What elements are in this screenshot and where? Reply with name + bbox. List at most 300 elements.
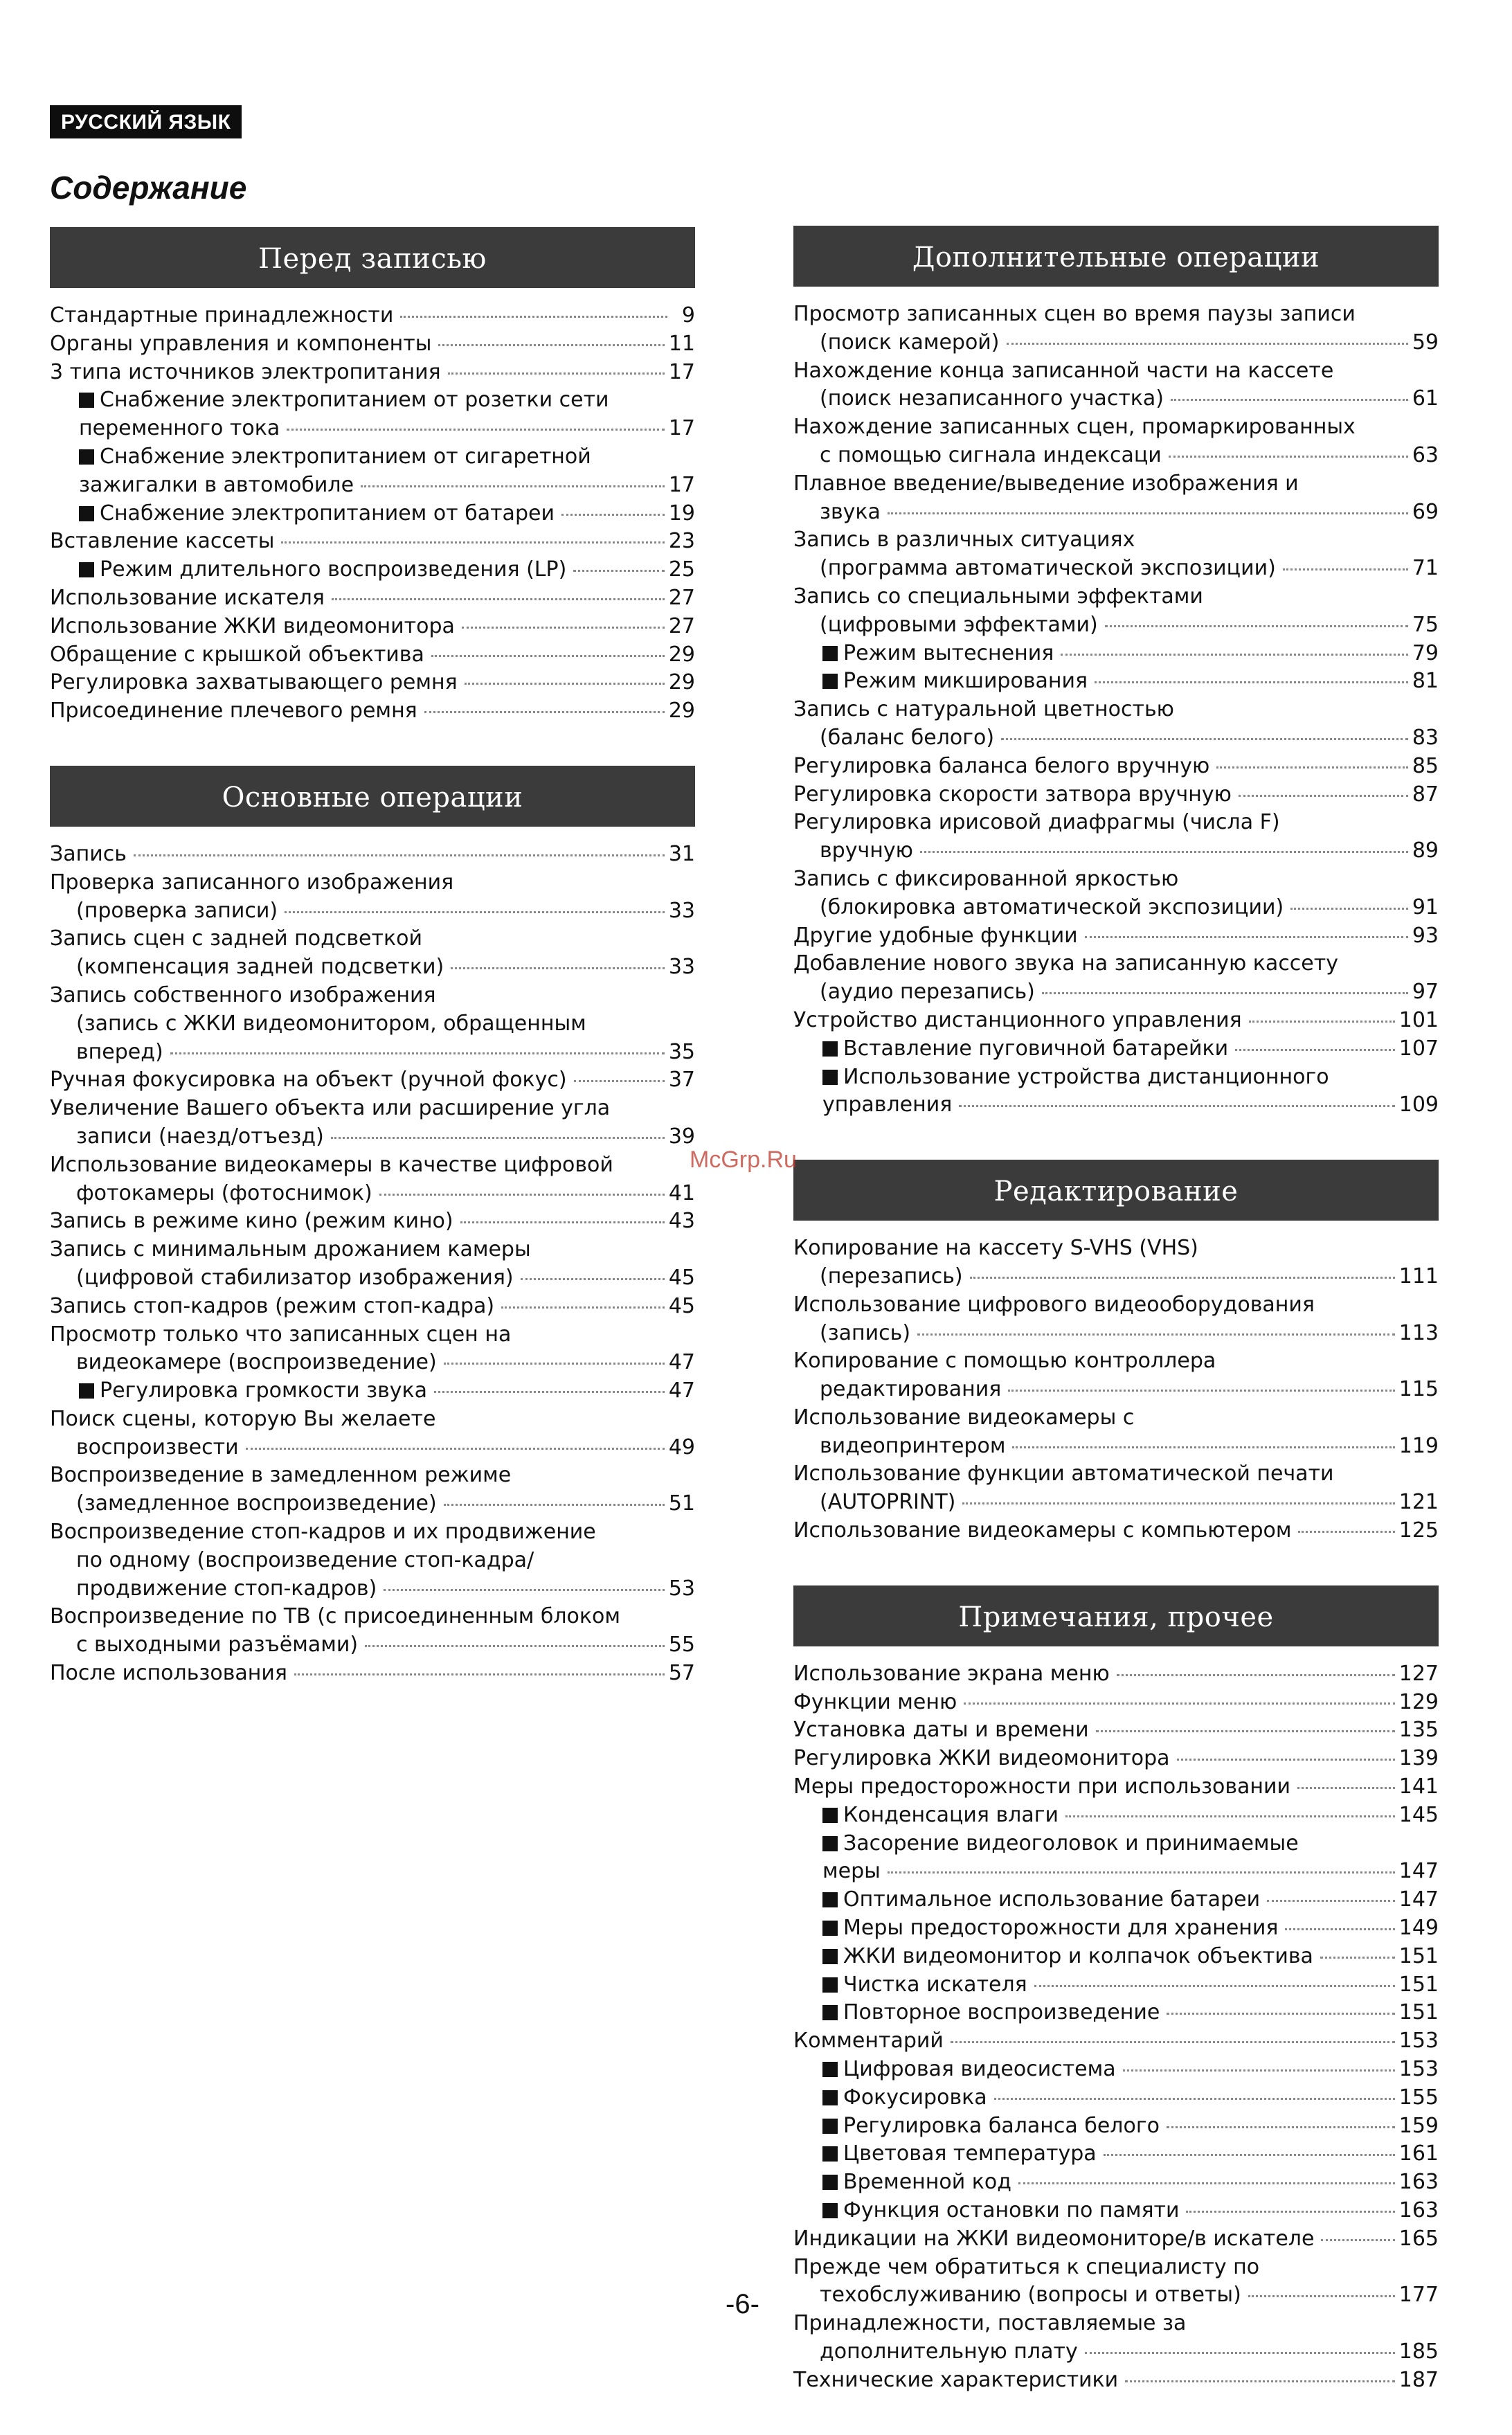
leader-dots — [1239, 795, 1408, 797]
entry-text: 3 типа источников электропитания — [50, 359, 441, 384]
toc-entry[interactable] — [50, 1293, 695, 1321]
page-title: Содержание — [50, 170, 247, 206]
toc-entry[interactable] — [793, 413, 1439, 470]
square-bullet-icon — [822, 1892, 838, 1907]
entry-text: Регулировка ЖКИ видеомонитора — [793, 1746, 1170, 1771]
entry-page-number: 163 — [1398, 2170, 1439, 2195]
leader-dots — [400, 316, 667, 318]
entry-text: Принадлежности, поставляемые за — [793, 2311, 1187, 2336]
toc-subentry[interactable] — [793, 2197, 1439, 2225]
toc-subentry[interactable] — [793, 1886, 1439, 1914]
toc-entry[interactable] — [50, 330, 695, 359]
entry-page-number: 27 — [668, 585, 695, 610]
toc-entry[interactable] — [50, 1462, 695, 1518]
entry-text: Регулировка скорости затвора вручную — [793, 782, 1232, 807]
entry-text: Устройство дистанционного управления — [793, 1007, 1242, 1032]
entry-page-number: 151 — [1398, 1943, 1439, 1968]
entry-text: Регулировка баланса белого — [843, 2113, 1160, 2138]
leader-dots — [959, 1105, 1394, 1107]
toc-entry[interactable] — [793, 1745, 1439, 1773]
toc-entry[interactable] — [50, 584, 695, 613]
leader-dots — [379, 1194, 665, 1196]
leader-dots — [431, 655, 665, 657]
square-bullet-icon — [822, 2203, 838, 2218]
section-header — [50, 227, 695, 288]
leader-dots — [964, 1702, 1395, 1705]
toc-entry[interactable] — [50, 359, 695, 387]
entry-text: меры — [822, 1859, 881, 1884]
toc-subentry[interactable] — [50, 386, 695, 443]
toc-subentry[interactable] — [50, 443, 695, 500]
entry-text: Обращение с крышкой объектива — [50, 642, 424, 667]
entry-text: Добавление нового звука на записанную кассету — [793, 951, 1338, 976]
section-header — [793, 1585, 1439, 1646]
toc-entry[interactable] — [793, 2254, 1439, 2310]
leader-dots — [1018, 2182, 1395, 2184]
entry-text: (цифровыми эффектами) — [820, 612, 1098, 637]
entry-text: записи (наезд/отъезд) — [76, 1124, 324, 1149]
entry-text: Просмотр записанных сцен во время паузы записи — [793, 302, 1356, 326]
entry-text: с выходными разъёмами) — [76, 1633, 359, 1657]
entry-text: переменного тока — [79, 416, 280, 441]
toc-entry[interactable] — [50, 925, 695, 982]
leader-dots — [1321, 2239, 1394, 2241]
leader-dots — [1290, 908, 1408, 910]
leader-dots — [444, 1363, 665, 1365]
toc-subentry[interactable] — [793, 1801, 1439, 1830]
toc-entry[interactable] — [793, 1404, 1439, 1461]
entry-text: видеопринтером — [820, 1433, 1006, 1458]
leader-dots — [448, 372, 665, 375]
entry-text: Индикации на ЖКИ видеомониторе/в искателе — [793, 2226, 1315, 2251]
entry-page-number: 11 — [668, 331, 695, 356]
entry-text: (компенсация задней подсветки) — [76, 955, 444, 980]
leader-dots — [1177, 1759, 1395, 1761]
leader-dots — [1186, 2211, 1394, 2213]
leader-dots — [444, 1504, 665, 1506]
leader-dots — [1169, 456, 1408, 458]
toc-subentry[interactable] — [793, 2056, 1439, 2084]
toc-entry[interactable] — [793, 470, 1439, 527]
toc-entry[interactable] — [50, 1405, 695, 1462]
leader-dots — [1125, 2380, 1395, 2382]
toc-entry[interactable] — [50, 1321, 695, 1378]
toc-entry[interactable] — [793, 753, 1439, 781]
leader-dots — [951, 2041, 1395, 2043]
entry-text: Запись с минимальным дрожанием камеры — [50, 1237, 531, 1262]
entry-page-number: 81 — [1412, 669, 1439, 694]
toc-entry[interactable] — [793, 1660, 1439, 1689]
leader-dots — [1007, 343, 1408, 345]
entry-page-number: 85 — [1412, 753, 1439, 778]
toc-entry[interactable] — [50, 528, 695, 556]
toc-entry[interactable] — [793, 526, 1439, 583]
entry-text: Использование экрана меню — [793, 1661, 1110, 1686]
section-title: Перед записью — [258, 243, 487, 275]
toc-entry[interactable] — [793, 2366, 1439, 2395]
leader-dots — [1104, 2154, 1395, 2156]
entry-page-number: 49 — [668, 1435, 695, 1459]
entry-text: Вставление пуговичной батарейки — [843, 1036, 1229, 1061]
entry-text: Запись — [50, 841, 127, 866]
toc-entry[interactable] — [50, 1095, 695, 1151]
entry-page-number: 119 — [1398, 1433, 1439, 1458]
toc-list — [50, 827, 695, 1728]
square-bullet-icon — [79, 449, 94, 465]
toc-entry[interactable] — [50, 1207, 695, 1236]
section-header — [50, 766, 695, 827]
toc-subentry[interactable] — [793, 1035, 1439, 1063]
toc-entry[interactable] — [793, 2310, 1439, 2366]
square-bullet-icon — [822, 2062, 838, 2077]
entry-text: Использование цифрового видеооборудования — [793, 1292, 1315, 1317]
entry-page-number: 151 — [1398, 1972, 1439, 1997]
toc-list — [793, 1646, 1439, 2435]
entry-page-number: 63 — [1412, 442, 1439, 467]
entry-page-number: 31 — [668, 841, 695, 866]
entry-page-number: 69 — [1412, 499, 1439, 524]
page-number: -6- — [726, 2289, 759, 2319]
toc-column-left — [50, 227, 695, 1728]
entry-text: Использование искателя — [50, 585, 325, 610]
toc-entry[interactable] — [793, 809, 1439, 865]
toc-list — [50, 288, 695, 766]
square-bullet-icon — [822, 1070, 838, 1085]
toc-entry[interactable] — [50, 982, 695, 1066]
toc-subentry[interactable] — [793, 1999, 1439, 2027]
toc-subentry[interactable] — [793, 667, 1439, 696]
toc-subentry[interactable] — [793, 1063, 1439, 1120]
entry-text: Функции меню — [793, 1689, 957, 1714]
entry-text: Плавное введение/выведение изображения и — [793, 471, 1299, 496]
entry-page-number: 115 — [1398, 1377, 1439, 1402]
toc-entry[interactable] — [793, 781, 1439, 809]
entry-text: вперед) — [76, 1039, 163, 1064]
entry-page-number: 55 — [668, 1633, 695, 1657]
entry-text: Меры предосторожности при использовании — [793, 1774, 1291, 1799]
watermark: McGrp.Ru — [690, 1147, 797, 1173]
toc-entry[interactable] — [793, 1291, 1439, 1348]
entry-text: Запись со специальными эффектами — [793, 584, 1203, 609]
toc-subentry[interactable] — [50, 500, 695, 528]
leader-dots — [888, 512, 1408, 514]
toc-entry[interactable] — [793, 1517, 1439, 1545]
toc-list — [793, 287, 1439, 1160]
leader-dots — [1249, 1021, 1395, 1023]
leader-dots — [1117, 1674, 1395, 1676]
leader-dots — [285, 911, 665, 913]
leader-dots — [1235, 1049, 1395, 1051]
toc-entry[interactable] — [50, 841, 695, 869]
leader-dots — [365, 1645, 665, 1647]
toc-subentry[interactable] — [793, 2140, 1439, 2168]
square-bullet-icon — [822, 674, 838, 689]
toc-entry[interactable] — [793, 2027, 1439, 2056]
toc-entry[interactable] — [793, 583, 1439, 640]
entry-text: Нахождение записанных сцен, промаркированных — [793, 415, 1356, 440]
entry-page-number: 163 — [1398, 2198, 1439, 2223]
entry-page-number: 47 — [668, 1350, 695, 1375]
toc-entry[interactable] — [793, 1773, 1439, 1801]
leader-dots — [1042, 992, 1408, 994]
entry-text: Снабжение электропитанием от батареи — [100, 501, 555, 525]
entry-text: (перезапись) — [820, 1264, 963, 1288]
leader-dots — [384, 1589, 665, 1591]
entry-text: Фокусировка — [843, 2085, 987, 2110]
toc-entry[interactable] — [50, 669, 695, 697]
toc-entry[interactable] — [50, 1518, 695, 1603]
entry-page-number: 177 — [1398, 2283, 1439, 2308]
toc-entry[interactable] — [50, 1151, 695, 1208]
leader-dots — [1105, 625, 1408, 627]
square-bullet-icon — [79, 562, 94, 577]
entry-text: Запись с фиксированной яркостью — [793, 866, 1179, 891]
entry-page-number: 57 — [668, 1661, 695, 1686]
entry-text: Повторное воспроизведение — [843, 2000, 1160, 2025]
entry-page-number: 39 — [668, 1124, 695, 1149]
entry-text: управления — [822, 1093, 953, 1117]
entry-page-number: 135 — [1398, 1718, 1439, 1743]
leader-dots — [424, 711, 665, 713]
entry-text: Копирование на кассету S-VHS (VHS) — [793, 1236, 1198, 1261]
leader-dots — [1065, 1815, 1395, 1817]
entry-page-number: 89 — [1412, 838, 1439, 863]
square-bullet-icon — [822, 1836, 838, 1851]
toc-subentry[interactable] — [793, 2112, 1439, 2141]
toc-subentry[interactable] — [793, 1914, 1439, 1943]
toc-entry[interactable] — [50, 613, 695, 641]
leader-dots — [1171, 399, 1408, 401]
leader-dots — [1012, 1446, 1394, 1448]
entry-text: Технические характеристики — [793, 2367, 1119, 2392]
square-bullet-icon — [822, 2119, 838, 2134]
toc-entry[interactable] — [793, 357, 1439, 414]
leader-dots — [1034, 1985, 1395, 1987]
leader-dots — [920, 851, 1408, 853]
toc-entry[interactable] — [50, 1066, 695, 1095]
square-bullet-icon — [79, 1383, 94, 1399]
entry-page-number: 159 — [1398, 2113, 1439, 2138]
entry-page-number: 149 — [1398, 1916, 1439, 1941]
entry-text: Использование ЖКИ видеомонитора — [50, 613, 455, 638]
leader-dots — [888, 1871, 1395, 1874]
toc-entry[interactable] — [793, 922, 1439, 951]
entry-page-number: 87 — [1412, 782, 1439, 807]
entry-text: Использование видеокамеры с компьютером — [793, 1518, 1292, 1543]
entry-page-number: 113 — [1398, 1320, 1439, 1345]
entry-page-number: 187 — [1398, 2367, 1439, 2392]
leader-dots — [1095, 681, 1408, 683]
leader-dots — [1248, 2295, 1395, 2297]
section-title: Редактирование — [993, 1176, 1239, 1208]
entry-page-number: 71 — [1412, 556, 1439, 581]
square-bullet-icon — [822, 2090, 838, 2105]
entry-text: Вставление кассеты — [50, 529, 275, 554]
entry-text: (проверка записи) — [76, 898, 278, 923]
toc-entry[interactable] — [793, 696, 1439, 753]
toc-entry[interactable] — [50, 1236, 695, 1293]
entry-text: Комментарий — [793, 2029, 944, 2054]
leader-dots — [521, 1278, 665, 1280]
leader-dots — [917, 1333, 1395, 1336]
entry-text: Воспроизведение стоп-кадров и их продвижение — [50, 1520, 596, 1545]
leader-dots — [1008, 1390, 1394, 1392]
toc-entry[interactable] — [793, 950, 1439, 1007]
leader-dots — [246, 1448, 665, 1450]
entry-page-number: 41 — [668, 1180, 695, 1205]
square-bullet-icon — [822, 1921, 838, 1936]
leader-dots — [170, 1052, 665, 1054]
section-header — [793, 226, 1439, 287]
toc-entry[interactable] — [50, 697, 695, 726]
entry-page-number: 19 — [668, 501, 695, 525]
entry-text: Регулировка громкости звука — [100, 1378, 428, 1403]
entry-text: (замедленное воспроизведение) — [76, 1491, 437, 1516]
entry-page-number: 45 — [668, 1265, 695, 1290]
entry-page-number: 25 — [668, 557, 695, 582]
toc-list — [793, 1221, 1439, 1585]
entry-text: Запись в режиме кино (режим кино) — [50, 1209, 453, 1234]
toc-entry[interactable] — [793, 1460, 1439, 1517]
leader-dots — [501, 1306, 665, 1309]
toc-entry[interactable] — [793, 1007, 1439, 1035]
leader-dots — [287, 429, 665, 431]
toc-subentry[interactable] — [793, 1943, 1439, 1971]
entry-page-number: 141 — [1398, 1774, 1439, 1799]
toc-subentry[interactable] — [50, 1377, 695, 1405]
entry-text: Функция остановки по памяти — [843, 2198, 1180, 2223]
entry-text: Регулировка баланса белого вручную — [793, 753, 1210, 778]
entry-page-number: 155 — [1398, 2085, 1439, 2110]
entry-text: Чистка искателя — [843, 1972, 1027, 1997]
language-tag: РУССКИЙ ЯЗЫК — [50, 105, 242, 138]
toc-entry[interactable] — [793, 1689, 1439, 1717]
leader-dots — [462, 627, 665, 629]
entry-page-number: 147 — [1398, 1887, 1439, 1912]
entry-text: Стандартные принадлежности — [50, 303, 394, 327]
toc-entry[interactable] — [793, 1234, 1439, 1291]
leader-dots — [574, 1080, 665, 1082]
entry-page-number: 165 — [1398, 2226, 1439, 2251]
square-bullet-icon — [822, 2146, 838, 2162]
entry-text: фотокамеры (фотоснимок) — [76, 1180, 372, 1205]
entry-page-number: 111 — [1398, 1264, 1439, 1288]
entry-text: редактирования — [820, 1377, 1002, 1402]
entry-text: После использования — [50, 1661, 287, 1686]
leader-dots — [434, 1391, 665, 1393]
entry-page-number: 33 — [668, 898, 695, 923]
entry-text: Увеличение Вашего объекта или расширение угла — [50, 1096, 611, 1121]
entry-page-number: 185 — [1398, 2339, 1439, 2364]
entry-text: Прежде чем обратиться к специалисту по — [793, 2254, 1260, 2279]
entry-page-number: 127 — [1398, 1661, 1439, 1686]
leader-dots — [1285, 1928, 1394, 1930]
square-bullet-icon — [822, 1041, 838, 1057]
leader-dots — [294, 1673, 665, 1675]
toc-column-right — [793, 226, 1439, 2435]
entry-text: Цветовая температура — [843, 2141, 1097, 2166]
entry-page-number: 139 — [1398, 1746, 1439, 1771]
entry-page-number: 17 — [668, 359, 695, 384]
entry-text: Меры предосторожности для хранения — [843, 1916, 1279, 1941]
square-bullet-icon — [822, 2175, 838, 2190]
leader-dots — [1320, 1957, 1395, 1959]
entry-page-number: 53 — [668, 1576, 695, 1601]
entry-page-number: 35 — [668, 1039, 695, 1064]
leader-dots — [451, 967, 665, 969]
toc-entry[interactable] — [793, 2225, 1439, 2254]
entry-page-number: 97 — [1412, 980, 1439, 1005]
entry-text: дополнительную плату — [820, 2339, 1078, 2364]
entry-text: продвижение стоп-кадров) — [76, 1576, 377, 1601]
entry-page-number: 33 — [668, 955, 695, 980]
section-header — [793, 1160, 1439, 1221]
leader-dots — [1298, 1531, 1394, 1533]
toc-entry[interactable] — [50, 869, 695, 926]
toc-entry[interactable] — [50, 1603, 695, 1660]
entry-text: Запись сцен с задней подсветкой — [50, 926, 422, 951]
entry-page-number: 91 — [1412, 895, 1439, 919]
toc-subentry[interactable] — [793, 2168, 1439, 2197]
toc-subentry[interactable] — [50, 556, 695, 584]
section-title: Дополнительные операции — [912, 242, 1320, 273]
entry-text: Ручная фокусировка на объект (ручной фокус) — [50, 1068, 567, 1093]
leader-dots — [1216, 766, 1408, 769]
toc-subentry[interactable] — [793, 2084, 1439, 2112]
entry-text: Запись с натуральной цветностью — [793, 697, 1174, 722]
entry-text: по одному (воспроизведение стоп-кадра/ — [76, 1547, 534, 1572]
leader-dots — [573, 570, 665, 572]
entry-page-number: 153 — [1398, 2029, 1439, 2054]
toc-entry[interactable] — [50, 641, 695, 670]
square-bullet-icon — [822, 1977, 838, 1993]
entry-page-number: 29 — [668, 670, 695, 695]
entry-page-number: 145 — [1398, 1802, 1439, 1827]
toc-entry[interactable] — [793, 1716, 1439, 1745]
entry-text: Режим микширования — [843, 669, 1088, 694]
entry-page-number: 109 — [1398, 1093, 1439, 1117]
entry-page-number: 125 — [1398, 1518, 1439, 1543]
entry-text: Запись в различных ситуациях — [793, 528, 1135, 552]
toc-subentry[interactable] — [793, 640, 1439, 668]
entry-text: Конденсация влаги — [843, 1802, 1059, 1827]
entry-text: Копирование с помощью контроллера — [793, 1349, 1216, 1374]
entry-text: (поиск незаписанного участка) — [820, 386, 1164, 411]
entry-page-number: 121 — [1398, 1490, 1439, 1515]
toc-entry[interactable] — [793, 1347, 1439, 1404]
leader-dots — [331, 1137, 665, 1139]
leader-dots — [561, 514, 665, 516]
toc-entry[interactable] — [793, 865, 1439, 922]
toc-entry[interactable] — [50, 302, 695, 330]
square-bullet-icon — [822, 1949, 838, 1964]
entry-text: Использование видеокамеры с — [793, 1405, 1135, 1430]
leader-dots — [994, 2098, 1395, 2100]
entry-text: Нахождение конца записанной части на кассете — [793, 358, 1334, 383]
entry-page-number: 101 — [1398, 1007, 1439, 1032]
entry-text: (поиск камерой) — [820, 330, 1000, 354]
entry-page-number: 59 — [1412, 330, 1439, 354]
toc-entry[interactable] — [50, 1660, 695, 1688]
toc-subentry[interactable] — [793, 1971, 1439, 2000]
toc-subentry[interactable] — [793, 1830, 1439, 1887]
entry-page-number: 153 — [1398, 2057, 1439, 2082]
square-bullet-icon — [79, 506, 94, 521]
toc-entry[interactable] — [793, 300, 1439, 357]
leader-dots — [1001, 738, 1408, 740]
entry-text: (AUTOPRINT) — [820, 1490, 956, 1515]
entry-text: Воспроизведение в замедленном режиме — [50, 1463, 512, 1488]
